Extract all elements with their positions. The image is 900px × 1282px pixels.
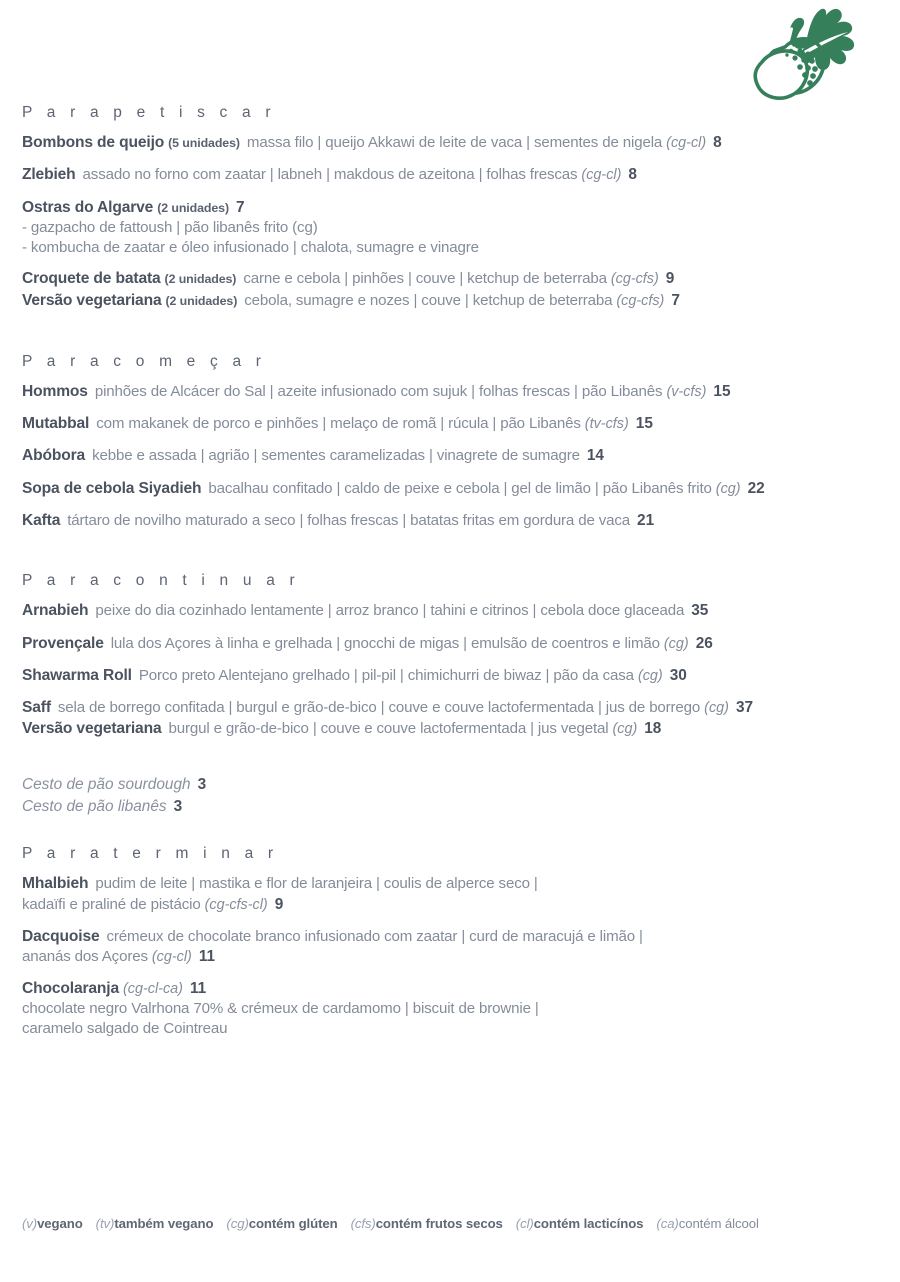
item-price: 15 xyxy=(635,415,653,433)
menu-item xyxy=(22,291,878,311)
item-description: tártaro de novilho maturado a seco | folhas frescas | batatas fritas em gordura de vaca xyxy=(67,511,631,529)
item-price: 18 xyxy=(644,720,662,738)
item-price: 11 xyxy=(198,947,216,965)
item-price: 7 xyxy=(235,198,245,216)
legend-code: (v) xyxy=(22,1216,38,1231)
bread-item xyxy=(22,774,878,796)
legend-label: contém álcool xyxy=(678,1216,759,1231)
item-description-line2: kadaïfi e praliné de pistácio xyxy=(22,895,201,913)
item-description: carne e cebola | pinhões | couve | ketchup de beterraba xyxy=(243,270,607,288)
menu-section-terminar xyxy=(22,845,878,1038)
item-name: Ostras do Algarve xyxy=(22,198,154,216)
item-units: (5 unidades) xyxy=(168,136,240,151)
menu-item xyxy=(22,979,878,1039)
legend-code: (cl) xyxy=(515,1216,534,1231)
item-description: sela de borrego confitada | burgul e grão-de-bico | couve e couve lactofermentada | jus de borrego xyxy=(57,699,701,717)
legend-label: também vegano xyxy=(114,1216,214,1231)
item-description: pudim de leite | mastika e flor de laranjeira | coulis de alperce seco | xyxy=(95,875,538,893)
menu-item xyxy=(22,634,878,654)
menu-item xyxy=(22,601,878,621)
item-description: crémeux de chocolate branco infusionado com zaatar | curd de maracujá e limão | xyxy=(106,927,643,945)
item-name: Sopa de cebola Siyadieh xyxy=(22,479,202,497)
bread-name: Cesto de pão libanês xyxy=(22,797,167,815)
legend-label: contém frutos secos xyxy=(375,1216,503,1231)
bread-item xyxy=(22,796,878,818)
menu-item xyxy=(22,446,878,466)
item-price: 9 xyxy=(274,895,284,913)
menu-item xyxy=(22,382,878,402)
item-description: peixe do dia cozinhado lentamente | arroz branco | tahini e citrinos | cebola doce glaceada xyxy=(95,602,685,620)
item-description: kebbe e assada | agrião | sementes caramelizadas | vinagrete de sumagre xyxy=(92,447,580,465)
item-name: Provençale xyxy=(22,634,104,652)
item-description-line2: ananás dos Açores xyxy=(22,947,148,965)
item-price: 26 xyxy=(695,634,713,652)
menu-sections xyxy=(22,104,878,1039)
item-description-line: - kombucha de zaatar e óleo infusionado | chalota, sumagre e vinagre xyxy=(22,238,479,256)
section-title-continuar: P a r a c o n t i n u a r xyxy=(22,572,300,590)
item-description-line: caramelo salgado de Cointreau xyxy=(22,1020,228,1037)
item-allergen-tag: (cg-cl) xyxy=(581,167,622,184)
menu-section-comecar xyxy=(22,353,878,531)
item-description: pinhões de Alcácer do Sal | azeite infusionado com sujuk | folhas frescas | pão Libanês xyxy=(94,382,663,400)
menu-item xyxy=(22,414,878,434)
item-description: burgul e grão-de-bico | couve e couve lactofermentada | jus vegetal xyxy=(168,720,609,738)
item-description: cebola, sumagre e nozes | couve | ketchup de beterraba xyxy=(244,291,613,309)
bread-price: 3 xyxy=(197,775,207,793)
bread-basket-group xyxy=(22,774,878,818)
menu-item xyxy=(22,719,878,739)
bread-price: 3 xyxy=(173,797,183,815)
item-name: Shawarma Roll xyxy=(22,666,132,684)
legend-label: contém glúten xyxy=(248,1216,338,1231)
item-price: 11 xyxy=(189,979,207,997)
item-units: (2 unidades) xyxy=(164,272,237,287)
item-name: Hommos xyxy=(22,382,88,400)
item-name: Dacquoise xyxy=(22,927,100,945)
item-price: 37 xyxy=(735,699,754,717)
legend-code: (tv) xyxy=(95,1216,115,1231)
menu-section-continuar xyxy=(22,572,878,817)
item-units: (2 unidades) xyxy=(165,293,238,308)
menu-item xyxy=(22,269,878,289)
item-allergen-tag: (cg) xyxy=(715,480,741,497)
item-price: 15 xyxy=(713,382,731,400)
item-name: Versão vegetariana xyxy=(22,291,162,309)
menu-item xyxy=(22,698,878,718)
item-name: Zlebieh xyxy=(22,166,76,184)
item-name: Arnabieh xyxy=(22,602,89,620)
menu-item xyxy=(22,511,878,531)
menu-item xyxy=(22,666,878,686)
item-name: Bombons de queijo xyxy=(22,134,165,152)
section-title-comecar: P a r a c o m e ç a r xyxy=(22,352,267,370)
item-allergen-tag: (v-cfs) xyxy=(666,383,707,400)
item-description: assado no forno com zaatar | labneh | makdous de azeitona | folhas frescas xyxy=(82,166,578,184)
legend-label: vegano xyxy=(37,1216,83,1231)
item-allergen-tag: (cg) xyxy=(704,700,729,717)
item-name: Mutabbal xyxy=(22,415,90,433)
item-price: 7 xyxy=(671,291,680,309)
item-allergen-tag: (cg) xyxy=(612,721,638,738)
legend-label: contém lacticínos xyxy=(533,1216,644,1231)
item-allergen-tag: (cg) xyxy=(663,635,689,652)
item-description: bacalhau confitado | caldo de peixe e cebola | gel de limão | pão Libanês frito xyxy=(208,479,712,497)
item-price: 22 xyxy=(747,479,765,497)
legend-code: (cg) xyxy=(226,1216,249,1231)
item-allergen-tag: (cg-cfs-cl) xyxy=(204,896,268,913)
item-price: 14 xyxy=(586,447,604,465)
section-title-petiscar: P a r a p e t i s c a r xyxy=(22,104,276,121)
item-name: Versão vegetariana xyxy=(22,720,162,738)
item-price: 9 xyxy=(665,270,675,288)
item-units: (2 unidades) xyxy=(157,200,229,215)
menu-item xyxy=(22,479,878,499)
item-price: 30 xyxy=(669,666,687,684)
item-price: 8 xyxy=(713,134,722,152)
item-description: lula dos Açores à linha e grelhada | gnocchi de migas | emulsão de coentros e limão xyxy=(110,634,660,652)
item-name: Mhalbieh xyxy=(22,875,89,893)
item-price: 21 xyxy=(637,511,655,529)
item-description: com makanek de porco e pinhões | melaço de romã | rúcula | pão Libanês xyxy=(96,415,581,433)
item-name: Saff xyxy=(22,699,51,717)
item-name: Kafta xyxy=(22,511,61,529)
item-allergen-tag: (tv-cfs) xyxy=(584,416,629,433)
item-description: massa filo | queijo Akkawi de leite de vaca | sementes de nigela xyxy=(246,134,663,152)
legend-code: (cfs) xyxy=(350,1216,376,1231)
legend-code: (ca) xyxy=(656,1216,679,1231)
menu-item xyxy=(22,874,878,914)
item-allergen-tag: (cg-cfs) xyxy=(610,271,659,288)
item-name: Croquete de batata xyxy=(22,270,161,288)
item-allergen-tag: (cg-cl-ca) xyxy=(123,980,183,997)
item-price: 35 xyxy=(691,602,709,620)
item-price: 8 xyxy=(628,166,637,184)
item-name: Chocolaranja xyxy=(22,979,119,997)
allergen-legend xyxy=(22,1216,759,1231)
section-title-terminar: P a r a t e r m i n a r xyxy=(22,845,279,863)
bread-name: Cesto de pão sourdough xyxy=(22,775,191,793)
item-name: Abóbora xyxy=(22,447,86,465)
menu-item xyxy=(22,927,878,967)
item-description-line: chocolate negro Valrhona 70% & crémeux de cardamomo | biscuit de brownie | xyxy=(22,1000,539,1018)
menu-item xyxy=(22,165,878,185)
menu-section-petiscar xyxy=(22,104,878,311)
item-allergen-tag: (cg-cl) xyxy=(666,135,707,152)
menu-item xyxy=(22,198,878,258)
item-allergen-tag: (cg-cl) xyxy=(151,948,192,965)
item-allergen-tag: (cg) xyxy=(637,667,663,684)
item-description: Porco preto Alentejano grelhado | pil-pil | chimichurri de biwaz | pão da casa xyxy=(138,666,634,684)
menu-item xyxy=(22,133,878,153)
item-allergen-tag: (cg-cfs) xyxy=(616,292,665,309)
item-description-line: - gazpacho de fattoush | pão libanês frito (cg) xyxy=(22,218,318,236)
